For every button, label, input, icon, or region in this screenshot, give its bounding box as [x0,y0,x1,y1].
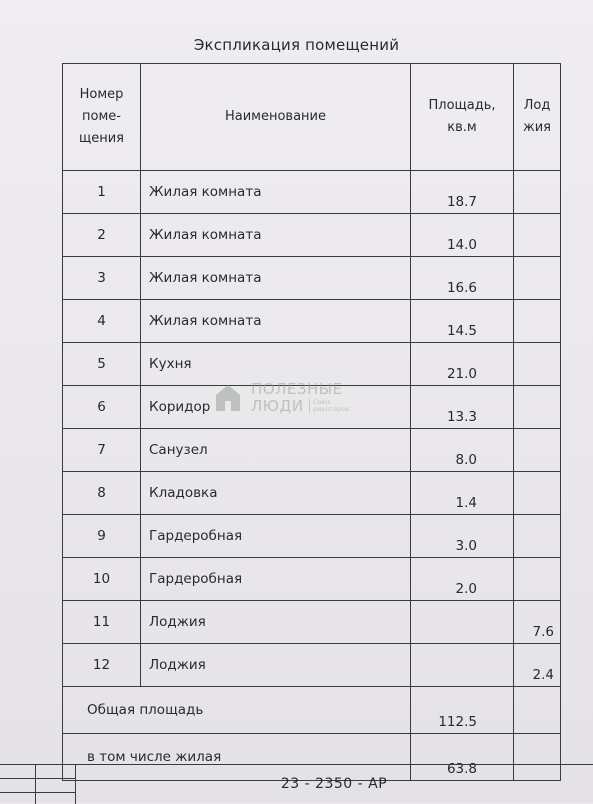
room-name: Коридор [141,386,411,429]
room-loggia [514,515,561,558]
room-area [411,601,514,644]
room-number: 8 [63,472,141,515]
room-number: 12 [63,644,141,687]
header-area: Площадь, кв.м [411,64,514,171]
total-value: 63.8 [411,734,514,781]
table-row [63,257,561,300]
table-row [63,644,561,687]
room-name: Лоджия [141,601,411,644]
header-number: Номер поме-щения [63,64,141,171]
room-number: 9 [63,515,141,558]
table-row [63,601,561,644]
stamp-divider [35,765,36,804]
room-number: 1 [63,171,141,214]
explication-table [62,63,561,781]
room-area: 21.0 [411,343,514,386]
table-row [63,214,561,257]
room-number: 5 [63,343,141,386]
total-value: 112.5 [411,687,514,734]
watermark-line2: ЛЮДИ [251,397,304,415]
room-area [411,644,514,687]
room-loggia [514,343,561,386]
room-number: 6 [63,386,141,429]
table-row [63,558,561,601]
title-block [0,764,593,804]
room-loggia [514,257,561,300]
watermark-line3: Союз риэлторов [309,399,363,413]
total-row [63,687,561,734]
room-area: 16.6 [411,257,514,300]
room-loggia [514,214,561,257]
room-area: 8.0 [411,429,514,472]
total-loggia-cell [514,687,561,734]
room-name: Кухня [141,343,411,386]
room-number: 3 [63,257,141,300]
table-row [63,300,561,343]
room-name: Жилая комната [141,171,411,214]
table-row [63,429,561,472]
document-title: Экспликация помещений [193,36,400,54]
table-row [63,171,561,214]
room-loggia: 2.4 [514,644,561,687]
room-loggia [514,386,561,429]
room-area: 14.0 [411,214,514,257]
room-area: 14.5 [411,300,514,343]
room-name: Гардеробная [141,515,411,558]
room-name: Жилая комната [141,214,411,257]
room-loggia: 7.6 [514,601,561,644]
room-name: Жилая комната [141,300,411,343]
room-name: Санузел [141,429,411,472]
stamp-divider [0,778,75,779]
room-area: 3.0 [411,515,514,558]
room-name: Кладовка [141,472,411,515]
room-number: 4 [63,300,141,343]
table-header-row [63,64,561,171]
total-label: в том числе жилая [63,734,411,781]
room-number: 10 [63,558,141,601]
watermark-line1: ПОЛЕЗНЫЕ [251,380,343,398]
room-loggia [514,300,561,343]
room-name: Жилая комната [141,257,411,300]
room-number: 2 [63,214,141,257]
watermark [213,380,383,416]
room-area: 2.0 [411,558,514,601]
house-logo-icon [213,382,243,412]
room-loggia [514,171,561,214]
room-area: 18.7 [411,171,514,214]
room-area: 13.3 [411,386,514,429]
total-label: Общая площадь [63,687,411,734]
stamp-divider [0,792,75,793]
room-number: 7 [63,429,141,472]
header-loggia: Лод жия [514,64,561,171]
room-name: Гардеробная [141,558,411,601]
room-name: Лоджия [141,644,411,687]
room-loggia [514,472,561,515]
room-loggia [514,558,561,601]
room-area: 1.4 [411,472,514,515]
table-row [63,515,561,558]
room-number: 11 [63,601,141,644]
header-name: Наименование [141,64,411,171]
room-loggia [514,429,561,472]
stamp-code: 23 - 2350 - АР [280,776,388,792]
table-row [63,472,561,515]
